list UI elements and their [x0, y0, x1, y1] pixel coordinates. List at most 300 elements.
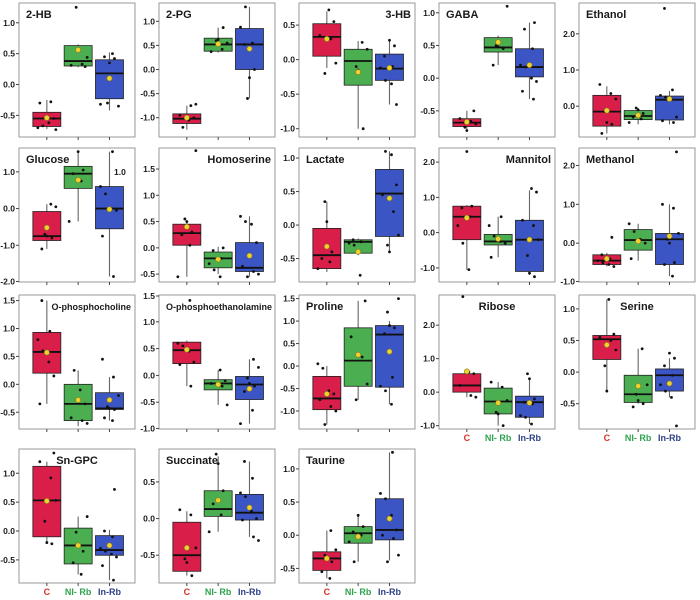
data-point [84, 402, 87, 405]
y-tick-label: 0.5 [563, 335, 575, 346]
mean-marker-C [464, 215, 469, 220]
data-point [397, 297, 400, 300]
data-point [612, 265, 615, 268]
y-tick-label: 0.0 [283, 220, 295, 231]
data-point [659, 94, 662, 97]
data-point [397, 234, 400, 237]
data-point [384, 150, 387, 153]
data-point [99, 103, 102, 106]
mean-marker-NI- Rb [636, 383, 641, 388]
mean-marker-C [184, 115, 189, 120]
data-point [194, 149, 197, 152]
y-tick-label: 1.0 [143, 316, 155, 327]
data-point [677, 232, 680, 235]
data-point [632, 405, 635, 408]
data-point [176, 342, 179, 345]
mean-marker-NI- Rb [636, 239, 641, 244]
data-point [50, 542, 53, 545]
data-point [672, 121, 675, 124]
data-point [381, 534, 384, 537]
data-point [38, 402, 41, 405]
data-point [663, 7, 666, 10]
data-point [390, 403, 393, 406]
boxplot-panel-serine [560, 292, 699, 444]
data-point [524, 66, 527, 69]
data-point [390, 82, 393, 85]
data-point [253, 385, 256, 388]
data-point [535, 191, 538, 194]
y-tick-label: -0.5 [140, 397, 155, 408]
mean-marker-In-Rb [667, 96, 672, 101]
y-tick-label: 0.0 [143, 242, 155, 253]
data-point [490, 256, 493, 259]
data-point [239, 492, 242, 495]
data-point [388, 250, 391, 253]
cell-lactate [280, 145, 420, 292]
data-point [329, 529, 332, 532]
y-tick-label: 2.0 [563, 28, 575, 39]
data-point [323, 200, 326, 203]
y-tick-label: 0.0 [283, 361, 295, 372]
panel-title: Proline [306, 301, 344, 313]
panel-title: 2-PG [166, 9, 192, 21]
data-point [519, 64, 522, 67]
data-point [318, 398, 321, 401]
data-point [40, 248, 43, 251]
y-tick-label: 0.0 [563, 101, 575, 112]
cell-glucose [0, 145, 140, 292]
data-point [384, 497, 387, 500]
panel-title: Lactate [306, 154, 345, 166]
data-point [607, 298, 610, 301]
data-point [246, 275, 249, 278]
x-axis-label-In-Rb: In-Rb [237, 587, 261, 597]
data-point [357, 514, 360, 517]
data-point [352, 531, 355, 534]
data-point [664, 96, 667, 99]
data-point [210, 382, 213, 385]
y-tick-label: -1.0 [420, 420, 435, 431]
box-In-Rb [655, 369, 683, 391]
data-point [192, 361, 195, 364]
data-point [609, 339, 612, 342]
data-point [364, 299, 367, 302]
data-point [248, 382, 251, 385]
data-point [603, 364, 606, 367]
data-point [243, 43, 246, 46]
mean-marker-In-Rb [247, 386, 252, 391]
data-point [637, 108, 640, 111]
data-point [244, 5, 247, 8]
data-point [472, 372, 475, 375]
data-point [52, 375, 55, 378]
data-point [219, 275, 222, 278]
y-tick-label: 0.0 [143, 513, 155, 524]
y-tick-label: 1.5 [283, 293, 295, 304]
data-point [220, 514, 223, 517]
data-point [504, 242, 507, 245]
y-tick-label: 1.0 [563, 65, 575, 75]
data-point [321, 367, 324, 370]
data-point [488, 224, 491, 227]
data-point [600, 253, 603, 256]
data-point [635, 393, 638, 396]
data-point [497, 413, 500, 416]
data-point [48, 330, 51, 333]
data-point [610, 123, 613, 126]
panel-title: Methanol [586, 154, 635, 166]
data-point [598, 83, 601, 86]
data-point [189, 514, 192, 517]
data-point [194, 103, 197, 106]
data-point [190, 574, 193, 577]
data-point [43, 520, 46, 523]
cell-3-hb [280, 0, 420, 145]
data-point [395, 103, 398, 106]
y-tick-label: -1.0 [420, 262, 435, 273]
data-point [226, 403, 229, 406]
panel-title: O-phosphocholine [51, 302, 131, 312]
cell-serine [560, 292, 700, 446]
data-point [47, 121, 50, 124]
mean-marker-In-Rb [247, 253, 252, 258]
data-point [41, 349, 44, 352]
data-point [113, 57, 116, 60]
y-tick-label: 0.5 [143, 216, 155, 227]
mean-marker-In-Rb [247, 505, 252, 510]
data-point [379, 67, 382, 70]
data-point [530, 423, 533, 426]
data-point [241, 519, 244, 522]
data-point [366, 48, 369, 51]
mean-marker-NI- Rb [496, 400, 501, 405]
y-tick-label: 0.0 [563, 238, 575, 249]
data-point [212, 503, 215, 506]
data-point [208, 262, 211, 265]
data-point [533, 275, 536, 278]
data-point [188, 244, 191, 247]
data-point [257, 539, 260, 542]
data-point [395, 529, 398, 532]
y-tick-label: 1.0 [563, 303, 575, 314]
panel-title: O-phosphoethanolamine [166, 302, 273, 312]
mean-marker-In-Rb [387, 196, 392, 201]
mean-marker-C [44, 350, 49, 355]
data-point [241, 265, 244, 268]
mean-marker-NI- Rb [496, 40, 501, 45]
y-tick-label: -0.5 [0, 110, 15, 121]
mean-marker-In-Rb [667, 381, 672, 386]
data-point [670, 396, 673, 399]
data-point [528, 272, 531, 275]
data-point [614, 349, 617, 352]
data-point [110, 553, 113, 556]
data-point [257, 273, 260, 276]
data-point [456, 224, 459, 227]
y-tick-label: 1.5 [143, 292, 155, 301]
data-point [472, 109, 475, 112]
data-point [45, 235, 48, 238]
y-tick-label: 0.0 [3, 526, 15, 537]
data-point [82, 550, 85, 553]
data-point [526, 254, 529, 257]
data-point [673, 357, 676, 360]
data-point [111, 535, 114, 538]
data-point [47, 361, 50, 364]
data-point [224, 379, 227, 382]
data-point [332, 20, 335, 23]
data-point [217, 38, 220, 41]
boxplot-panel-mannitol [420, 145, 559, 287]
panel-title: 2-HB [26, 9, 52, 21]
data-point [192, 116, 195, 119]
panel-frame [579, 295, 695, 429]
y-tick-label: 2.0 [423, 320, 435, 331]
mean-marker-C [44, 225, 49, 230]
mean-marker-In-Rb [667, 234, 672, 239]
data-point [222, 246, 225, 249]
y-tick-label: 0.0 [563, 367, 575, 378]
data-point [601, 261, 604, 264]
data-point [379, 385, 382, 388]
cell-homoserine [140, 145, 280, 292]
mean-marker-NI- Rb [216, 41, 221, 46]
panel-title: Ethanol [586, 9, 627, 21]
data-point [226, 42, 229, 45]
data-point [318, 34, 321, 37]
data-point [77, 150, 80, 153]
box-C [453, 374, 481, 392]
data-point [54, 205, 57, 208]
y-tick-label: 0.5 [143, 40, 155, 51]
y-tick-label: 0.0 [283, 530, 295, 541]
y-tick-label: -0.5 [0, 407, 15, 418]
y-tick-label: 2.0 [423, 157, 435, 168]
x-axis-label-C: C [323, 587, 331, 597]
data-point [628, 222, 631, 225]
mean-marker-C [324, 556, 329, 561]
data-point [359, 274, 362, 277]
x-axis-label-NI- Rb: NI- Rb [484, 433, 512, 443]
data-point [332, 393, 335, 396]
data-point [82, 169, 85, 172]
data-point [632, 116, 635, 119]
data-point [531, 47, 534, 50]
data-point [36, 338, 39, 341]
data-point [99, 547, 102, 550]
y-tick-label: -0.5 [420, 105, 435, 116]
data-point [104, 550, 107, 553]
boxplot-panel-gaba [420, 0, 559, 142]
data-point [641, 347, 644, 350]
data-point [397, 554, 400, 557]
y-tick-label: 0.5 [3, 48, 15, 59]
data-point [392, 210, 395, 213]
boxplot-panel-3-hb [280, 0, 419, 142]
mean-marker-NI- Rb [356, 249, 361, 254]
data-point [180, 233, 183, 236]
cell-ethanol [560, 0, 700, 145]
mean-marker-In-Rb [387, 349, 392, 354]
data-point [467, 268, 470, 271]
y-tick-label: 0.5 [143, 343, 155, 354]
x-axis-label-NI- Rb: NI- Rb [204, 587, 232, 597]
data-point [219, 369, 222, 372]
data-point [75, 6, 78, 9]
data-point [352, 238, 355, 241]
data-point [470, 205, 473, 208]
boxplot-panel-ethanol [560, 0, 699, 142]
y-tick-label: 1.5 [143, 164, 155, 175]
data-point [106, 102, 109, 105]
y-tick-label: 0.0 [3, 203, 15, 214]
data-point [637, 399, 640, 402]
data-point [460, 207, 463, 210]
cell-o-phosphocholine [0, 292, 140, 446]
mean-marker-C [184, 545, 189, 550]
data-point [353, 244, 356, 247]
data-point [355, 398, 358, 401]
boxplot-panel-methanol [560, 145, 699, 287]
data-point [75, 531, 78, 534]
mean-marker-NI- Rb [636, 113, 641, 118]
data-point [221, 48, 224, 51]
mean-marker-NI- Rb [356, 534, 361, 539]
y-tick-label: -0.5 [280, 89, 295, 100]
y-tick-label: -0.5 [140, 550, 155, 561]
data-point [469, 394, 472, 397]
data-point [663, 364, 666, 367]
panel-title: Taurine [306, 455, 345, 467]
data-point [330, 250, 333, 253]
data-point [600, 132, 603, 135]
data-point [386, 560, 389, 563]
y-tick-label: -0.5 [140, 269, 155, 280]
data-point [334, 548, 337, 551]
data-point [112, 579, 115, 582]
data-point [101, 235, 104, 238]
data-point [469, 120, 472, 123]
y-tick-label: 0.5 [143, 476, 155, 487]
data-point [391, 451, 394, 454]
data-point [111, 150, 114, 153]
data-point [366, 383, 369, 386]
y-tick-label: 0.0 [423, 73, 435, 84]
data-point [628, 121, 631, 124]
data-point [461, 242, 464, 245]
mean-marker-C [464, 119, 469, 124]
data-point [320, 570, 323, 573]
x-axis-label-C: C [43, 587, 51, 597]
y-tick-label: 1.0 [423, 353, 435, 364]
boxplot-panel-proline [280, 292, 419, 434]
data-point [463, 126, 466, 129]
data-point [497, 45, 500, 48]
data-point [533, 397, 536, 400]
boxplot-panel-taurine [280, 446, 419, 598]
data-point [668, 352, 671, 355]
data-point [38, 102, 41, 105]
data-point [115, 209, 118, 212]
data-point [490, 381, 493, 384]
y-tick-label: -0.5 [0, 554, 15, 565]
y-tick-label: 0.0 [3, 79, 15, 90]
data-point [255, 517, 258, 520]
data-point [181, 345, 184, 348]
data-point [607, 263, 610, 266]
data-point [72, 561, 75, 564]
data-point [325, 220, 328, 223]
data-point [185, 220, 188, 223]
data-point [316, 362, 319, 365]
cell-mannitol [420, 145, 560, 292]
data-point [474, 396, 477, 399]
data-point [49, 100, 52, 103]
y-tick-label: -1.0 [280, 406, 295, 417]
data-point [251, 409, 254, 412]
data-point [661, 119, 664, 122]
boxplot-panel-o-phosphoethanolamine [140, 292, 279, 434]
y-tick-label: 0.0 [3, 379, 15, 390]
x-axis-label-In-Rb: In-Rb [657, 433, 681, 443]
data-point [54, 128, 57, 131]
data-point [70, 64, 73, 67]
panel-title: Serine [620, 301, 654, 313]
data-point [350, 335, 353, 338]
mean-marker-In-Rb [387, 65, 392, 70]
mean-marker-C [184, 347, 189, 352]
data-point [222, 26, 225, 29]
data-point [316, 267, 319, 270]
data-point [393, 44, 396, 47]
y-tick-label: 1.0 [283, 463, 295, 474]
data-point [664, 390, 667, 393]
y-tick-label: 0.0 [283, 54, 295, 65]
box-In-Rb [515, 220, 543, 271]
empty-cell [560, 446, 700, 600]
data-point [640, 117, 643, 120]
data-point [461, 295, 464, 298]
data-point [609, 92, 612, 95]
mean-marker-NI- Rb [496, 236, 501, 241]
y-tick-label: 1.0 [143, 16, 155, 27]
data-point [181, 126, 184, 129]
data-point [362, 525, 365, 528]
data-point [501, 386, 504, 389]
data-point [671, 89, 674, 92]
data-point [646, 383, 649, 386]
data-point [521, 219, 524, 222]
data-point [40, 299, 43, 302]
y-tick-label: 1.0 [3, 468, 15, 479]
data-point [320, 257, 323, 260]
y-tick-label: 1.0 [143, 190, 155, 201]
data-point [348, 242, 351, 245]
y-tick-label: -0.5 [560, 398, 575, 409]
data-point [384, 389, 387, 392]
y-tick-label: 1.0 [3, 166, 15, 177]
data-point [45, 541, 48, 544]
mean-marker-NI- Rb [216, 382, 221, 387]
data-point [671, 275, 674, 278]
data-point [659, 383, 662, 386]
x-axis-label-In-Rb: In-Rb [517, 433, 541, 443]
data-point [348, 540, 351, 543]
data-point [113, 408, 116, 411]
data-point [334, 410, 337, 413]
data-point [537, 238, 540, 241]
x-axis-label-NI- Rb: NI- Rb [344, 587, 372, 597]
